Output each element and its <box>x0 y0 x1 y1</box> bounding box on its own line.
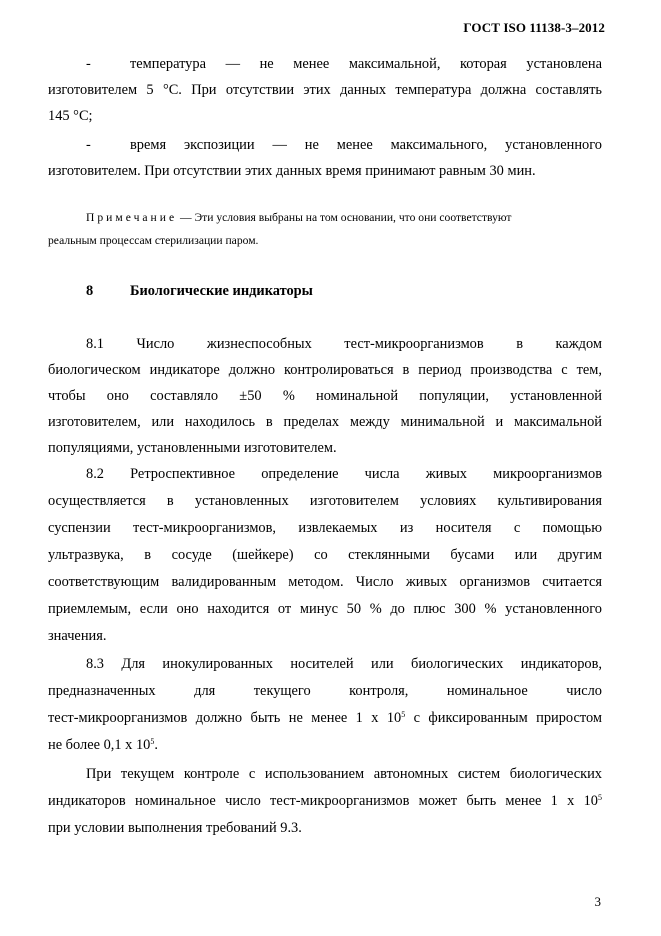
paragraph-line: биологическом индикаторе должно контролироваться в период производства с тем, <box>48 362 602 378</box>
list-dash: - <box>86 56 91 72</box>
note-dash: — <box>177 211 195 224</box>
paragraph-line: осуществляется в установленных изготовителем условиях культивирования <box>48 493 602 509</box>
paragraph-line: при условии выполнения требований 9.3. <box>48 820 302 836</box>
paragraph-line: При текущем контроле с использованием автономных систем биологических <box>86 766 602 782</box>
paragraph-line: значения. <box>48 628 107 644</box>
list-item-line: изготовителем 5 °С. При отсутствии этих данных температура должна составлять <box>48 82 602 98</box>
paragraph-line: суспензии тест-микроорганизмов, извлекаемых из носителя с помощью <box>48 520 602 536</box>
paragraph-line: 8.3 Для инокулированных носителей или биологических индикаторов, <box>86 656 602 672</box>
paragraph-line: ультразвука, в сосуде (шейкере) со стеклянными бусами или другим <box>48 547 602 563</box>
document-id-header: ГОСТ ISO 11138-3–2012 <box>463 20 605 35</box>
text-run: . <box>154 737 158 753</box>
paragraph-line: чтобы оно составляло ±50 % номинальной популяции, установленной <box>48 388 602 404</box>
text-run: не более 0,1 х 10 <box>48 737 151 753</box>
list-item-line: температура — не менее максимальной, которая установлена <box>130 56 602 72</box>
note-label: Примечание <box>86 211 178 224</box>
paragraph-line: популяциями, установленными изготовителем. <box>48 440 337 456</box>
note-line: реальным процессам стерилизации паром. <box>48 234 259 247</box>
superscript: 5 <box>598 793 602 802</box>
list-item-line: время экспозиции — не менее максимального, установленного <box>130 137 602 153</box>
section-number: 8 <box>86 283 94 299</box>
paragraph-line <box>48 793 602 810</box>
section-title: Биологические индикаторы <box>130 283 313 299</box>
list-item-line: 145 °С; <box>48 108 93 124</box>
superscript: 5 <box>150 737 155 746</box>
text-run: с фиксированным приростом <box>405 710 602 726</box>
paragraph-line: 8.1 Число жизнеспособных тест-микроорганизмов в каждом <box>86 336 602 352</box>
list-item-line: изготовителем. При отсутствии этих данных время принимают равным 30 мин. <box>48 163 536 179</box>
paragraph-line: соответствующим валидированным методом. Число живых организмов считается <box>48 574 602 590</box>
note-text: Эти условия выбраны на том основании, что они соответствуют <box>194 211 512 224</box>
paragraph-line: изготовителем, или находилось в пределах между минимальной и максимальной <box>48 414 602 430</box>
paragraph-line: предназначенных для текущего контроля, номинальное число <box>48 683 602 699</box>
paragraph-line <box>48 737 602 754</box>
text-run: тест-микроорганизмов должно быть не менее 1 х 10 <box>48 710 402 726</box>
paragraph-line <box>48 710 602 727</box>
note-line <box>86 211 602 224</box>
list-dash: - <box>86 137 91 153</box>
paragraph-line: приемлемым, если оно находится от минус 50 % до плюс 300 % установленного <box>48 601 602 617</box>
paragraph-line: 8.2 Ретроспективное определение числа живых микроорганизмов <box>86 466 602 482</box>
page-number: 3 <box>594 894 601 909</box>
text-run: индикаторов номинальное число тест-микроорганизмов может быть менее 1 х 10 <box>48 793 598 809</box>
superscript: 5 <box>401 710 406 719</box>
